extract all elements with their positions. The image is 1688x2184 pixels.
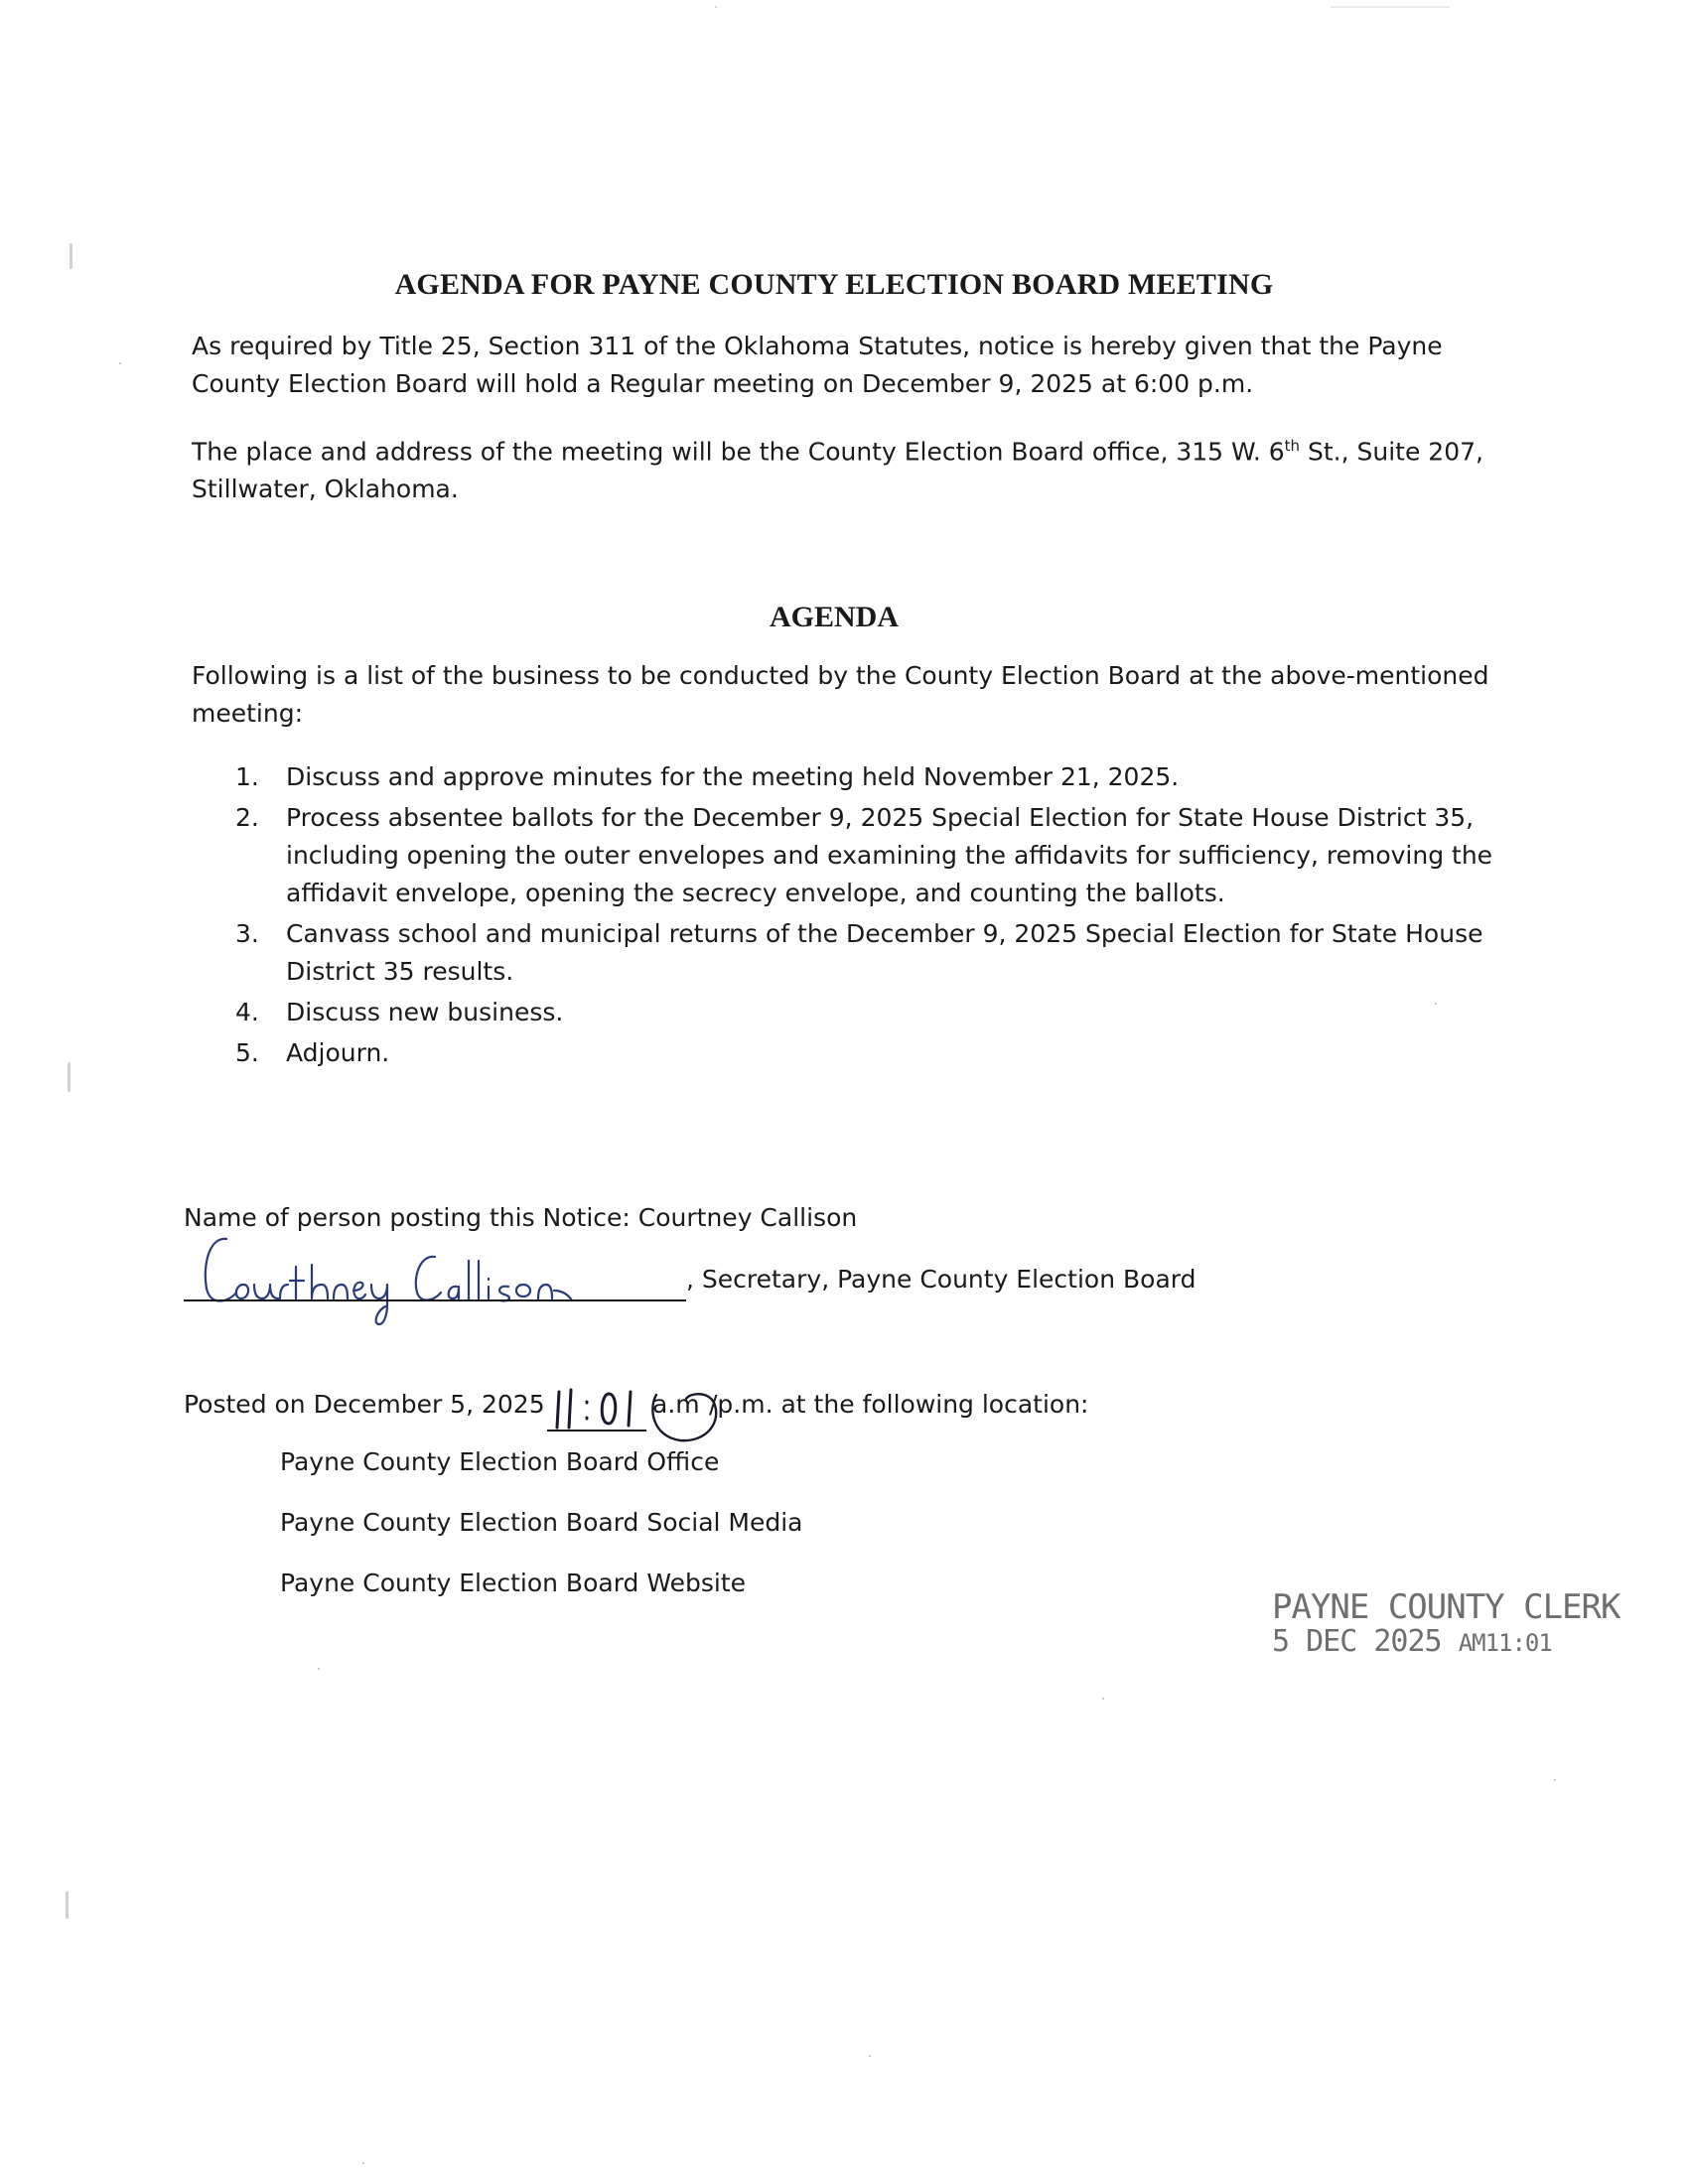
agenda-heading: AGENDA: [769, 601, 899, 633]
handwritten-signature: [189, 1227, 616, 1336]
posting-name-label: Name of person posting this Notice: Courtney Callison: [184, 1203, 858, 1232]
signature-line: [184, 1299, 686, 1301]
notice-paragraph: As required by Title 25, Section 311 of the Oklahoma Statutes, notice is hereby given that the Payne County Election Board will hold a Regular meeting on December 9, 2025 at 6:00 p.m.: [192, 332, 1443, 398]
stamp-title: PAYNE COUNTY CLERK: [1272, 1587, 1620, 1627]
stamp-date: 5 DEC 2025: [1272, 1624, 1442, 1659]
location-website: Payne County Election Board Website: [280, 1569, 747, 1597]
location-social-media: Payne County Election Board Social Media: [280, 1508, 803, 1537]
agenda-item-number: 2.: [235, 803, 259, 832]
scan-speck: [869, 2055, 871, 2057]
agenda-item: [192, 1034, 1502, 1072]
place-text-suffix: St., Suite 207, Stillwater, Oklahoma.: [192, 437, 1483, 504]
scan-speck: [119, 362, 121, 364]
agenda-item-text: Adjourn.: [286, 1038, 390, 1067]
agenda-intro: Following is a list of the business to be conducted by the County Election Board at the above-mentioned meeting:: [192, 661, 1489, 728]
scan-speck: [318, 1668, 320, 1670]
am-label: a.m: [652, 1390, 700, 1419]
document-title: AGENDA FOR PAYNE COUNTY ELECTION BOARD MEETING: [394, 268, 1274, 301]
agenda-item-text: Process absentee ballots for the December 9, 2025 Special Election for State House District 35, including opening the outer envelopes and examining the affidavits for sufficiency, removing the affidavit envelope, opening the secrecy envelope, and counting the ballots.: [286, 803, 1493, 907]
agenda-item: [192, 758, 1502, 796]
time-underline: [547, 1430, 646, 1432]
location-office: Payne County Election Board Office: [280, 1447, 720, 1476]
stamp-datetime: [1272, 1625, 1590, 1660]
agenda-item-number: 1.: [235, 762, 259, 791]
scan-speck: [1331, 6, 1450, 8]
scan-speck: [1435, 1003, 1437, 1005]
place-text-prefix: The place and address of the meeting will be the County Election Board office, 315 W. 6: [192, 437, 1285, 467]
agenda-item: [192, 799, 1502, 912]
scan-speck: [362, 2162, 364, 2164]
scan-speck: [715, 6, 717, 8]
agenda-item: [192, 915, 1502, 991]
agenda-item-number: 3.: [235, 919, 259, 948]
clerk-stamp: [1272, 1587, 1620, 1660]
posted-suffix: /p.m. at the following location:: [709, 1390, 1089, 1419]
agenda-item-text: Canvass school and municipal returns of the December 9, 2025 Special Election for State House District 35 results.: [286, 919, 1483, 986]
agenda-item-number: 4.: [235, 998, 259, 1026]
place-superscript: th: [1284, 437, 1301, 455]
stamp-time: AM11:01: [1458, 1629, 1552, 1657]
place-paragraph: [192, 427, 1492, 508]
scan-mark: [70, 243, 72, 269]
scan-speck: [1554, 1779, 1556, 1781]
scan-mark: [66, 1891, 69, 1919]
agenda-item: [192, 994, 1502, 1031]
agenda-item-text: Discuss and approve minutes for the meeting held November 21, 2025.: [286, 762, 1180, 791]
agenda-item-number: 5.: [235, 1038, 259, 1067]
agenda-list: [192, 758, 1502, 1075]
signature-title: , Secretary, Payne County Election Board: [686, 1265, 1196, 1294]
posted-prefix: Posted on December 5, 2025: [184, 1390, 545, 1419]
agenda-item-text: Discuss new business.: [286, 998, 564, 1026]
scan-mark: [68, 1062, 70, 1092]
scan-speck: [1102, 1698, 1104, 1700]
